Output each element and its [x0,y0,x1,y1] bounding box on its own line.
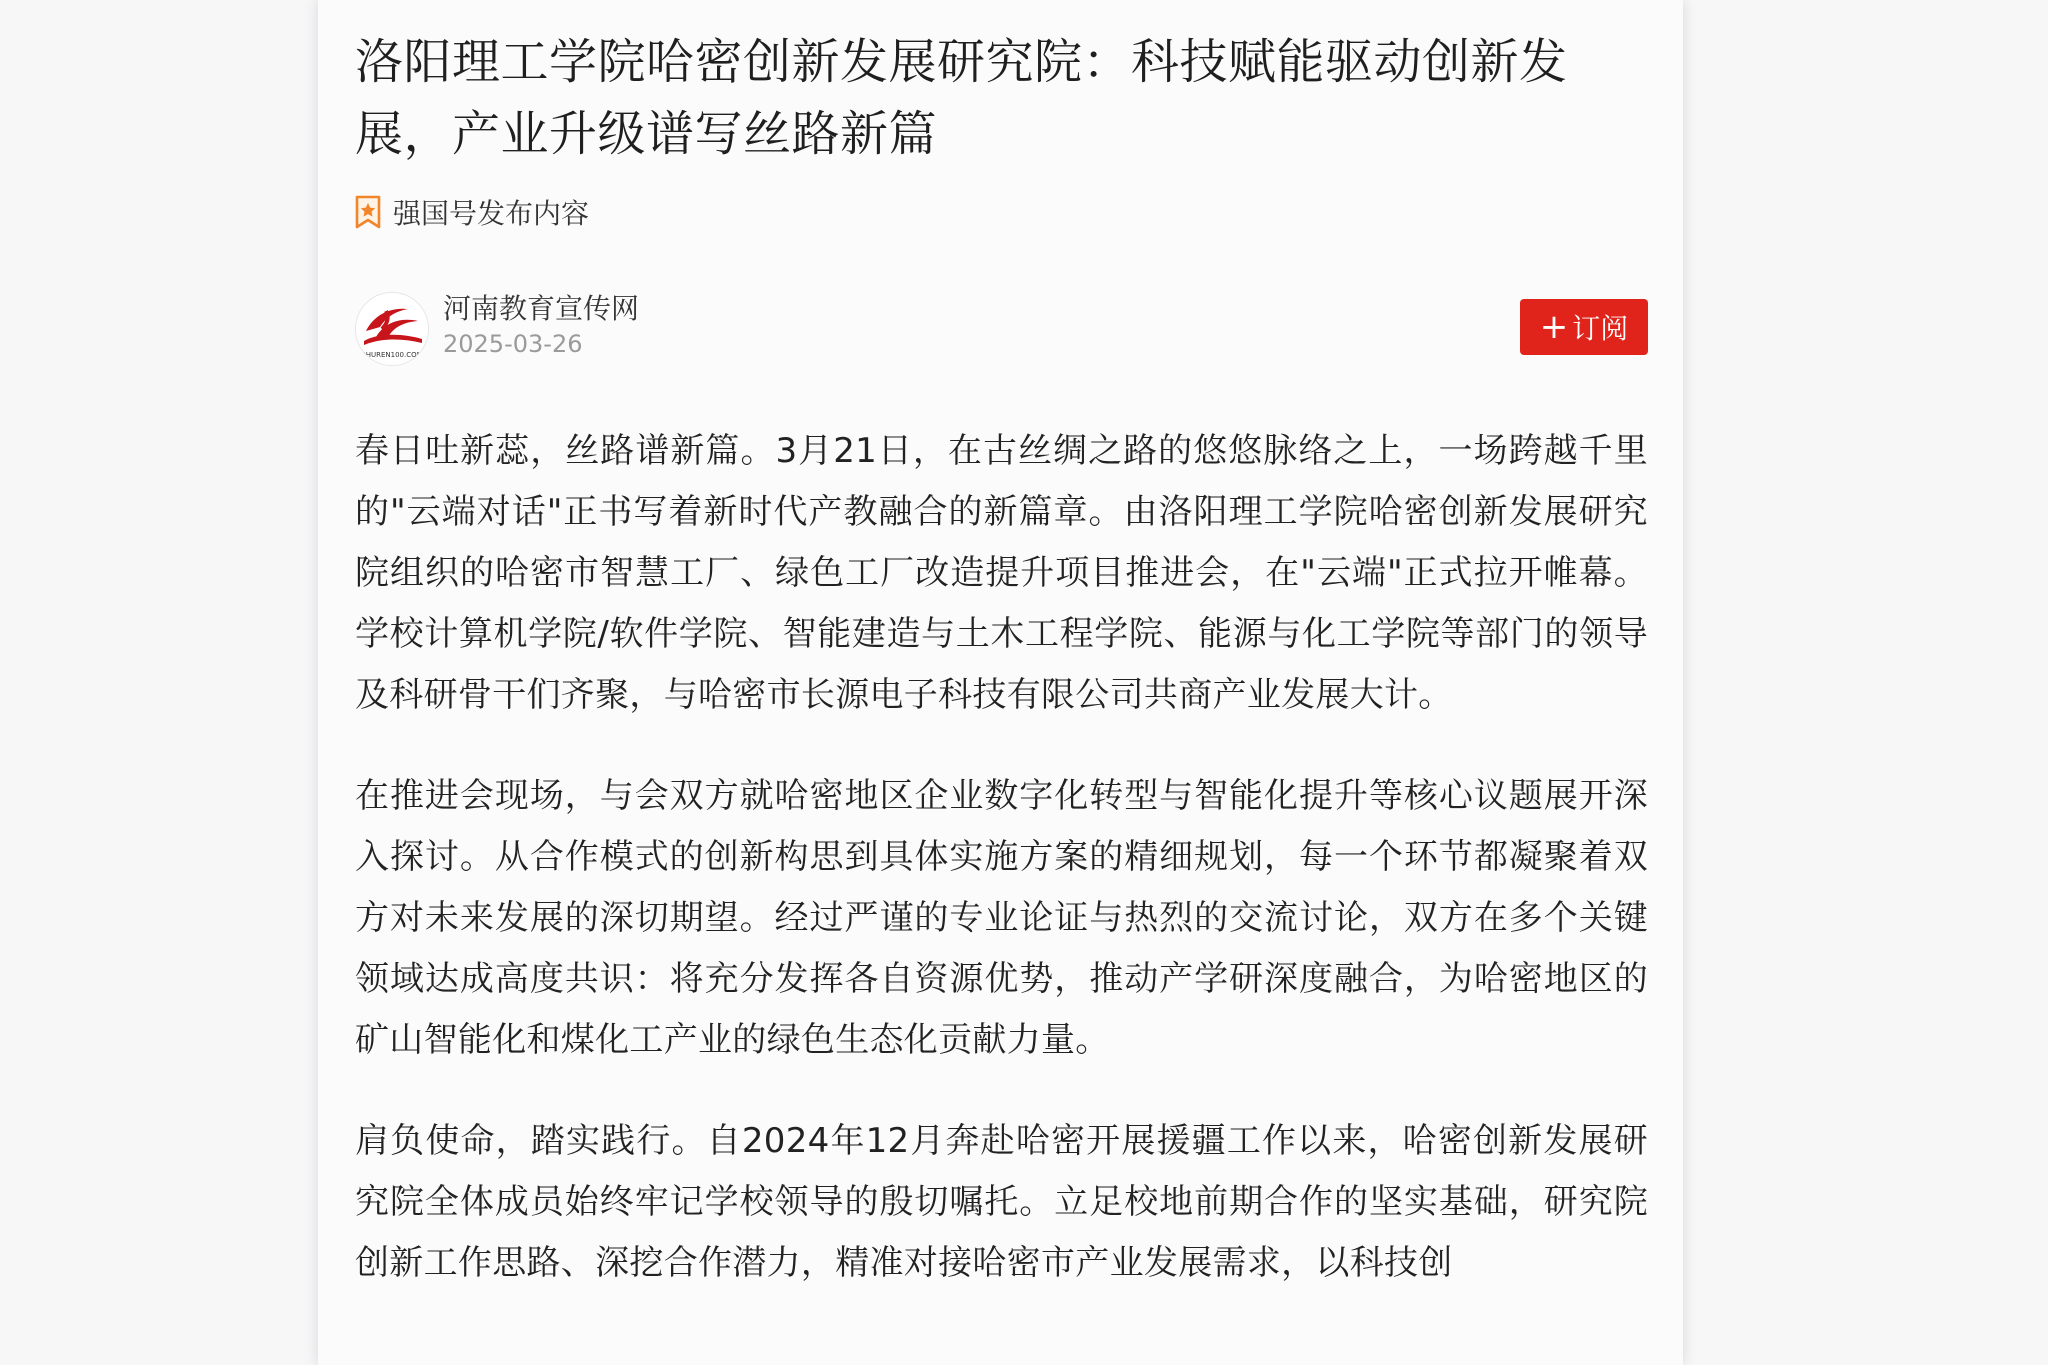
author-name[interactable]: 河南教育宣传网 [443,292,640,325]
subscribe-label: 订阅 [1572,312,1629,345]
article-title: 洛阳理工学院哈密创新发展研究院：科技赋能驱动创新发展，产业升级谱写丝路新篇 [355,34,1568,162]
subscribe-button[interactable] [1520,299,1648,355]
publish-date: 2025-03-26 [443,330,583,358]
paragraph: 春日吐新蕊，丝路谱新篇。3月21日，在古丝绸之路的悠悠脉络之上，一场跨越千里的"云端对话"正书写着新时代产教融合的新篇章。由洛阳理工学院哈密创新发展研究院组织的哈密市智慧工厂、绿色工厂改造提升项目推进会，在"云端"正式拉开帷幕。学校计算机学院/软件学院、智能建造与土木工程学院、能源与化工学院等部门的领导及科研骨干们齐聚，与哈密市长源电子科技有限公司共商产业发展大计。 [355,431,1648,715]
paragraph: 在推进会现场，与会双方就哈密地区企业数字化转型与智能化提升等核心议题展开深入探讨。从合作模式的创新构思到具体实施方案的精细规划，每一个环节都凝聚着双方对未来发展的深切期望。经过严谨的专业论证与热烈的交流讨论，双方在多个关键领域达成高度共识：将充分发挥各自资源优势，推动产学研深度融合，为哈密地区的矿山智能化和煤化工产业的绿色生态化贡献力量。 [355,776,1648,1060]
source-tag [355,190,589,234]
author-row [355,290,1648,364]
paragraph: 肩负使命，踏实践行。自2024年12月奔赴哈密开展援疆工作以来，哈密创新发展研究院全体成员始终牢记学校领导的殷切嘱托。立足校地前期合作的坚实基础，研究院创新工作思路、深挖合作潜力，精准对接哈密市产业发展需求，以科技创 [355,1121,1648,1283]
avatar[interactable] [355,292,429,366]
source-tag-label: 强国号发布内容 [393,197,590,230]
plus-icon: + [1539,307,1569,347]
star-ribbon-icon [355,195,381,229]
article-body [355,421,1648,1334]
article-page [318,0,1683,1365]
avatar-logo-text: SHUREN100.COM [361,351,423,359]
